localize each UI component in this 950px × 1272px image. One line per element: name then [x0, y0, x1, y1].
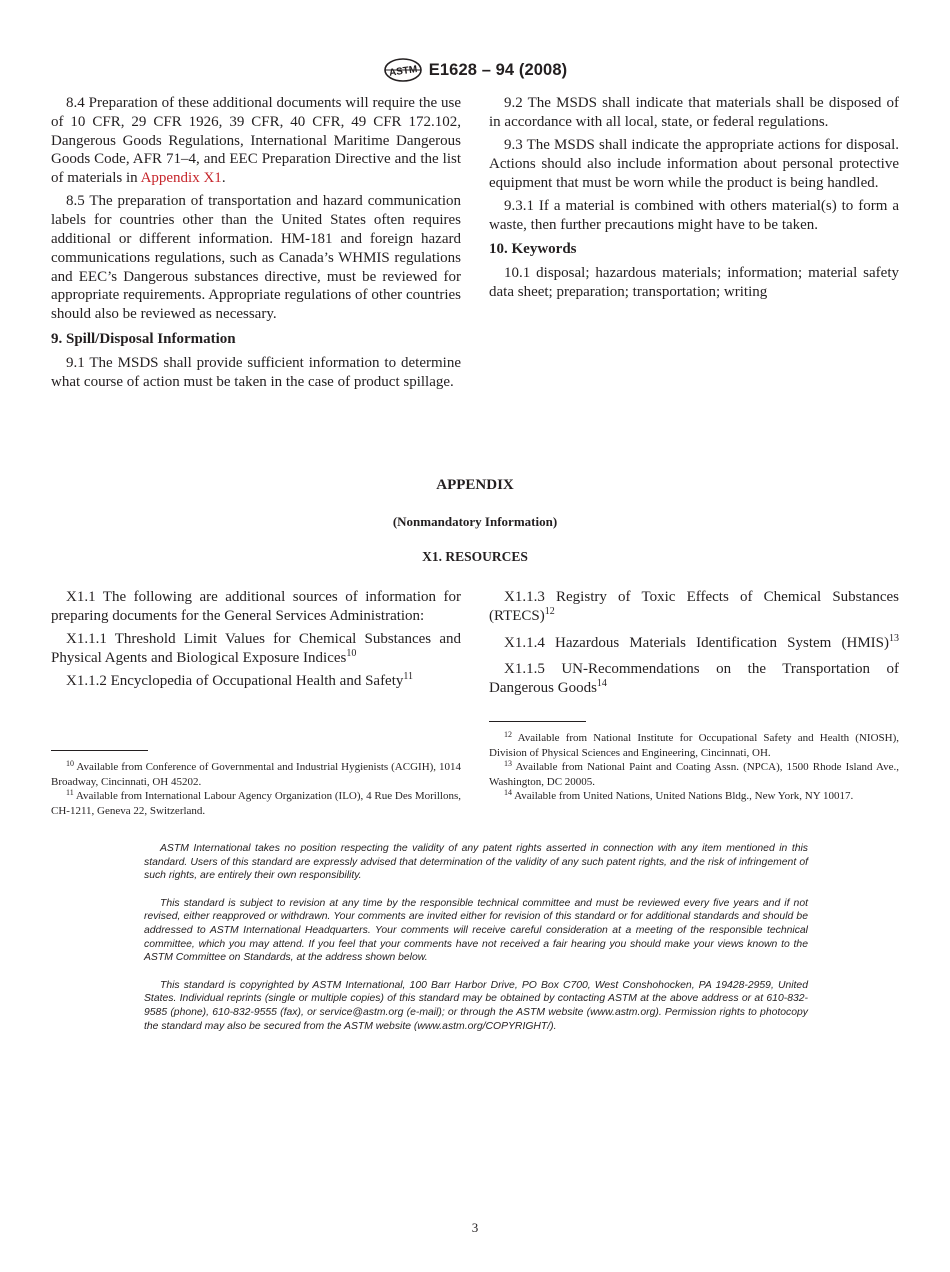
footnote-ref[interactable]: 10 [346, 647, 357, 659]
footnote-divider [489, 721, 586, 722]
appendix-section-title: X1. RESOURCES [422, 549, 528, 564]
left-column [51, 94, 461, 396]
appendix-title: APPENDIX [436, 477, 514, 493]
footnote-11: $^{11}$ Available from International Labour Agency Organization (ILO), 4 Rue Des Morillons, CH-1211, Geneva 22, Switzerland. [51, 788, 461, 817]
footnote-divider [51, 750, 148, 751]
revision-notice: This standard is subject to revision at any time by the responsible technical committee and must be reviewed every five years and if not revised, either reapproved or withdrawn. Your comments are invited either for revision of this standard or for additional standards and should be addressed to ASTM International Headquarters. Your comments will receive careful consideration at a meeting of the responsible technical committee, which you may attend. If you feel that your comments have not received a fair hearing you should make your views known to the ASTM Committee on Standards, at the address shown below. [144, 897, 808, 964]
footnotes-right [489, 731, 899, 804]
paragraph-9-3-1: 9.3.1 If a material is combined with others material(s) to form a waste, then further precautions might have to be taken. [489, 197, 899, 233]
paragraph-9-2: 9.2 The MSDS shall indicate that materials shall be disposed of in accordance with all local, state, or federal regulations. [489, 95, 899, 130]
footnote-13: $^{13}$ Available from National Paint and Coating Assn. (NPCA), 1500 Rhode Island Ave., Washington, DC 20005. [489, 759, 899, 788]
footnote-12: $^{12}$ Available from National Institute for Occupational Safety and Health (NIOSH), Division of Physical Sciences and Engineering, Cincinnati, OH. [489, 730, 899, 759]
paragraph-x1-1-5: X1.1.5 UN-Recommendations on the Transportation of Dangerous Goods$^{14}$ [489, 661, 899, 697]
astm-notices [144, 842, 808, 1047]
footnote-10: $^{10}$ Available from Conference of Governmental and Industrial Hygienists (ACGIH), 1014 Broadway, Cincinnati, OH 45202. [51, 759, 461, 788]
paragraph-9-1: 9.1 The MSDS shall provide sufficient information to determine what course of action must be taken in the case of product spillage. [51, 354, 461, 390]
footnote-14: $^{14}$ Available from United Nations, United Nations Bldg., New York, NY 10017. [504, 788, 854, 803]
paragraph-x1-1-3: X1.1.3 Registry of Toxic Effects of Chemical Substances (RTECS)$^{12}$ [489, 589, 899, 624]
appendix-right-column [489, 588, 899, 702]
svg-text:ASTM: ASTM [388, 64, 418, 79]
footnote-ref[interactable]: 11 [403, 670, 414, 682]
appendix-left-column [51, 588, 461, 695]
footnote-ref[interactable]: 13 [889, 632, 899, 644]
paragraph-x1-1-1: X1.1.1 Threshold Limit Values for Chemical Substances and Physical Agents and Biological Exposure Indices$^{10}$ [51, 630, 461, 666]
patent-notice: ASTM International takes no position respecting the validity of any patent rights asserted in connection with any item mentioned in this standard. Users of this standard are expressly advised that determination of the validity of any such patent rights, and the risk of infringement of such rights, are entirely their own responsibility. [144, 843, 808, 882]
footnote-ref[interactable]: 14 [596, 678, 607, 690]
paragraph-x1-1-2: X1.1.2 Encyclopedia of Occupational Health and Safety$^{11}$ [66, 670, 414, 689]
astm-logo-icon [383, 56, 423, 84]
footnotes-left [51, 760, 461, 818]
appendix-x1-link[interactable]: Appendix X1 [140, 170, 222, 187]
paragraph-x1-1-4: X1.1.4 Hazardous Materials Identification System (HMIS)$^{13}$ [504, 632, 899, 651]
paragraph-8-5: 8.5 The preparation of transportation and hazard communication labels for countries other than the United States often requires additional or different information. HM-181 and foreign hazard communications regulations, such as Canada’s WHMIS regulations and EEC’s Dangerous substances directive, must be reviewed for appropriate requirements. Appropriate regulations of other countries should also be reviewed as necessary. [51, 193, 461, 323]
paragraph-8-4: 8.4 Preparation of these additional documents will require the use of 10 CFR, 29 CFR 1926, 39 CFR, 40 CFR, 49 CFR 172.102, Dangerous Goods Regulations, International Maritime Dangerous Goods Code, AFR 71–4, and EEC Preparation Directive and the list of materials in Appendix X1. [51, 95, 461, 187]
paragraph-x1-1: X1.1 The following are additional sources of information for preparing documents for the General Services Administration: [51, 589, 461, 624]
page-header [0, 56, 950, 84]
paragraph-9-3: 9.3 The MSDS shall indicate the appropriate actions for disposal. Actions should also include information about personal protective equipment that must be worn while the product is being handled. [489, 136, 899, 191]
section-9-heading: 9. Spill/Disposal Information [51, 330, 236, 347]
section-10-heading: 10. Keywords [489, 241, 577, 258]
paragraph-10-1: 10.1 disposal; hazardous materials; information; material safety data sheet; preparation; transportation; writing [489, 265, 899, 300]
standard-designation: E1628 – 94 (2008) [428, 60, 568, 79]
copyright-notice: This standard is copyrighted by ASTM International, 100 Barr Harbor Drive, PO Box C700, West Conshohocken, PA 19428-2959, United States. Individual reprints (single or multiple copies) of this standard may be obtained by contacting ASTM at the above address or at 610-832-9585 (phone), 610-832-9555 (fax), or service@astm.org (e-mail); or through the ASTM website (www.astm.org). Permission rights to photocopy the standard may also be secured from the ASTM website (www.astm.org/COPYRIGHT/). [144, 979, 808, 1032]
right-column [489, 94, 899, 306]
appendix-subtitle: (Nonmandatory Information) [392, 514, 558, 529]
footnote-ref[interactable]: 12 [544, 605, 555, 617]
page-number: 3 [471, 1220, 479, 1235]
